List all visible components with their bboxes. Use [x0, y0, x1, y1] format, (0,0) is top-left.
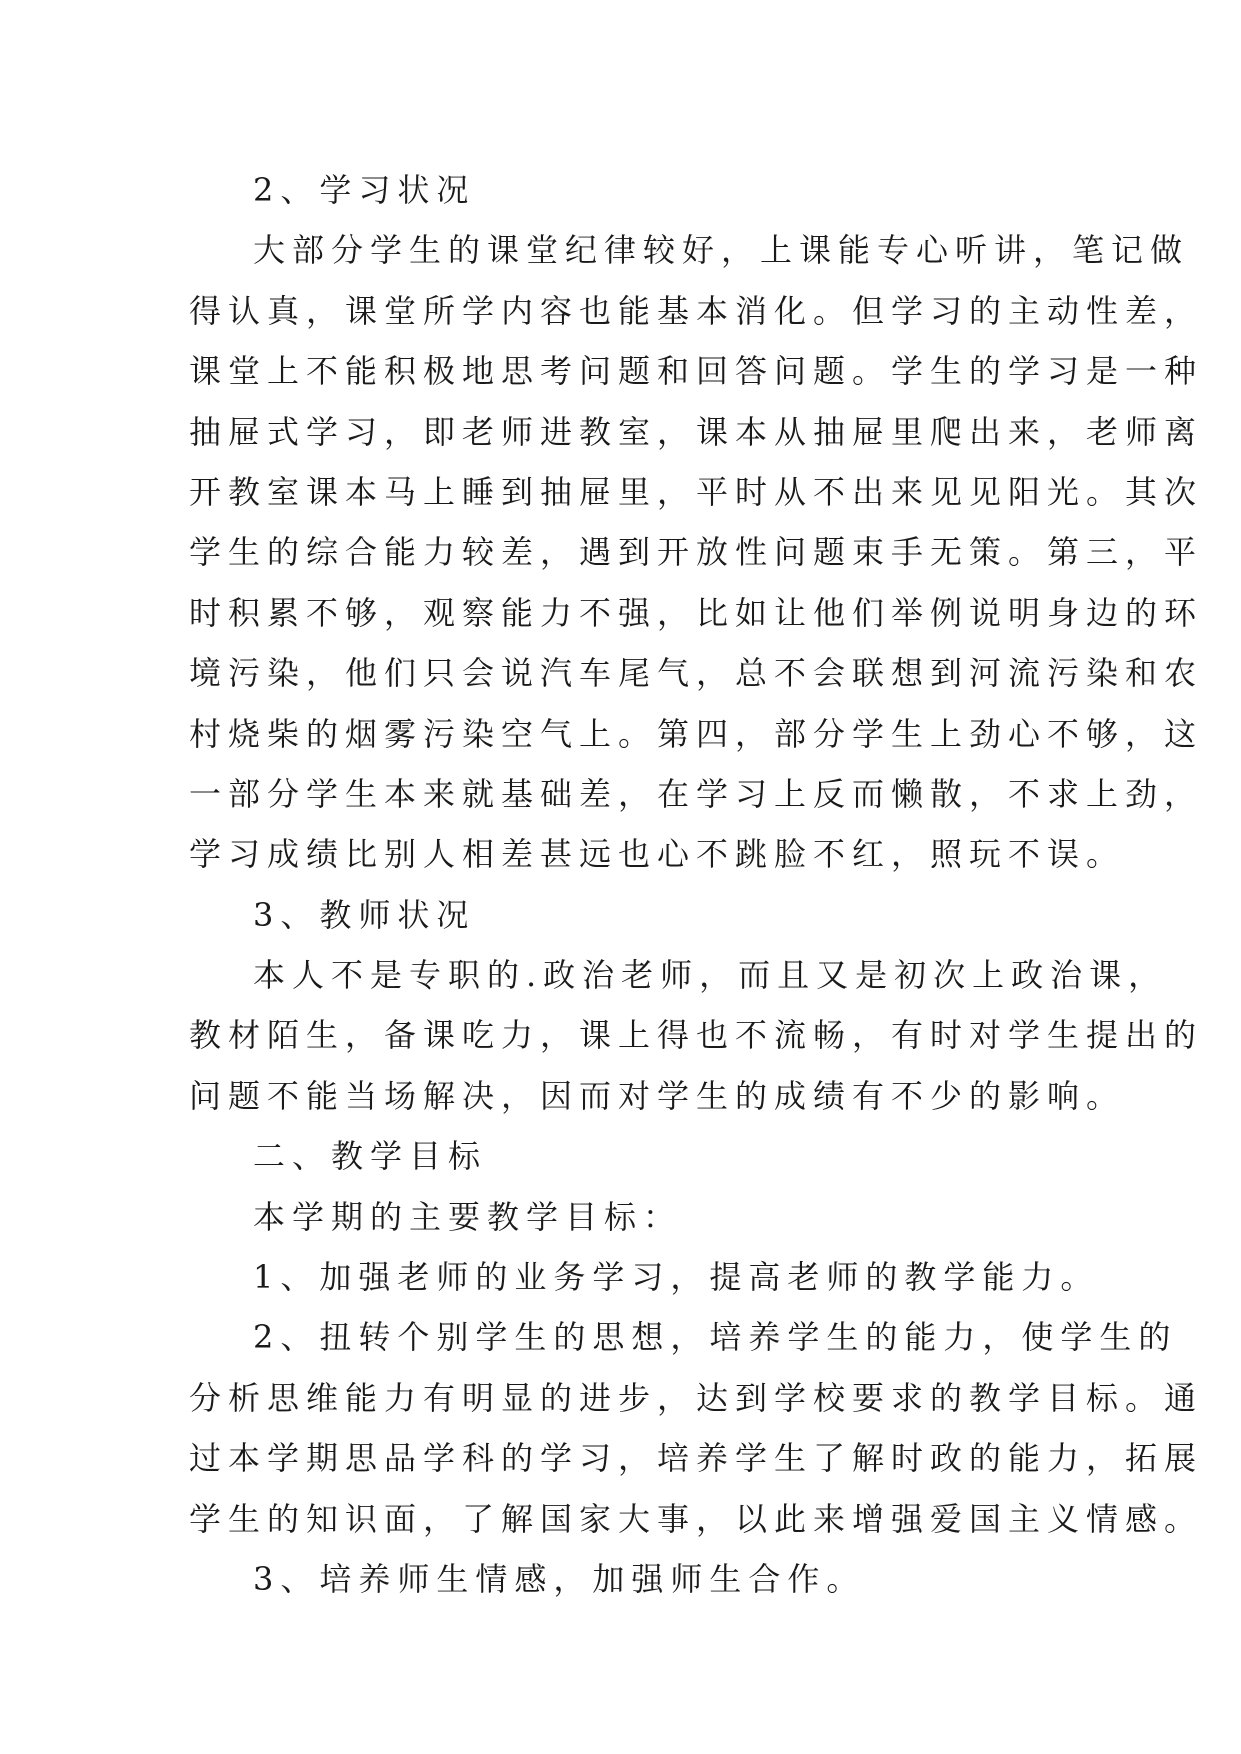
paragraph-line: 本学期的主要教学目标：: [253, 1197, 683, 1236]
section-heading-teacher-status: 3、教师状况: [253, 895, 476, 934]
document-body: [189, 160, 1204, 1609]
paragraph-line: 过本学期思品学科的学习，培养学生了解时政的能力，拓展: [189, 1439, 1204, 1478]
paragraph-line: 一部分学生本来就基础差，在学习上反而懒散，不求上劲，: [189, 774, 1204, 813]
paragraph-line: 村烧柴的烟雾污染空气上。第四，部分学生上劲心不够，这: [189, 714, 1204, 753]
paragraph-line: 学生的知识面，了解国家大事，以此来增强爱国主义情感。: [189, 1499, 1204, 1538]
paragraph-line: 学习成绩比别人相差甚远也心不跳脸不红，照玩不误。: [189, 835, 1126, 874]
paragraph-line: 开教室课本马上睡到抽屉里，平时从不出来见见阳光。其次: [189, 472, 1204, 511]
paragraph-line: 问题不能当场解决，因而对学生的成绩有不少的影响。: [189, 1076, 1126, 1115]
paragraph-line: 本人不是专职的.政治老师，而且又是初次上政治课，: [253, 956, 1168, 995]
paragraph-line: 课堂上不能积极地思考问题和回答问题。学生的学习是一种: [189, 352, 1204, 391]
section-heading-learning-status: 2、学习状况: [253, 171, 476, 209]
paragraph-line: 大部分学生的课堂纪律较好，上课能专心听讲，笔记做: [253, 231, 1190, 270]
paragraph-line: 得认真，课堂所学内容也能基本消化。但学习的主动性差，: [189, 291, 1204, 330]
goal-item-3: 3、培养师生情感，加强师生合作。: [253, 1559, 866, 1598]
paragraph-line: 分析思维能力有明显的进步，达到学校要求的教学目标。通: [189, 1378, 1204, 1417]
goal-item-2: 2、扭转个别学生的思想，培养学生的能力，使学生的: [253, 1318, 1178, 1357]
paragraph-line: 时积累不够，观察能力不强，比如让他们举例说明身边的环: [189, 593, 1204, 632]
paragraph-line: 境污染，他们只会说汽车尾气，总不会联想到河流污染和农: [189, 654, 1204, 693]
paragraph-line: 教材陌生，备课吃力，课上得也不流畅，有时对学生提出的: [189, 1016, 1204, 1055]
paragraph-line: 学生的综合能力较差，遇到开放性问题束手无策。第三，平: [189, 533, 1204, 572]
paragraph-line: 抽屉式学习，即老师进教室，课本从抽屉里爬出来，老师离: [189, 412, 1204, 451]
section-heading-teaching-goals: 二、教学目标: [253, 1137, 488, 1176]
goal-item-1: 1、加强老师的业务学习，提高老师的教学能力。: [253, 1258, 1100, 1297]
